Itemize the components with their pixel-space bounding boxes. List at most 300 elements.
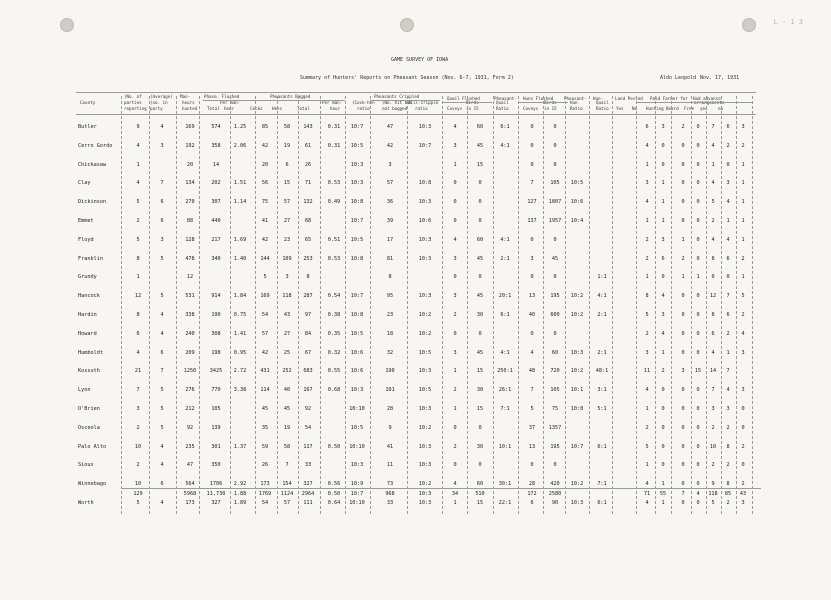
table-cell: 3 bbox=[741, 500, 745, 506]
table-cell: 54 bbox=[261, 312, 269, 318]
table-cell: 0 bbox=[681, 142, 685, 149]
table-cell: 1 bbox=[661, 218, 665, 224]
table-cell: 1957 bbox=[548, 218, 562, 224]
table-cell: 27 bbox=[283, 218, 291, 224]
column-header: (No. hit but bbox=[382, 100, 413, 105]
table-cell: 15 bbox=[694, 368, 702, 375]
total-cell: 1769 bbox=[258, 491, 272, 497]
county-name: Lyon bbox=[78, 387, 91, 394]
table-cell: 10 bbox=[709, 443, 717, 450]
total-cell: 5968 bbox=[183, 491, 197, 497]
table-cell: 4 bbox=[160, 124, 164, 130]
table-cell: 10:9 bbox=[350, 481, 364, 488]
total-cell: 11,730 bbox=[206, 491, 226, 497]
table-cell: 19 bbox=[283, 424, 291, 431]
table-cell: 10:3 bbox=[418, 406, 432, 412]
table-cell: 10:3 bbox=[350, 387, 364, 394]
table-cell: 1357 bbox=[548, 424, 562, 431]
table-cell: 4 bbox=[661, 330, 665, 337]
table-cell: 81 bbox=[386, 255, 394, 262]
table-cell: 7:1 bbox=[500, 406, 510, 412]
table-cell: 3 bbox=[388, 161, 392, 168]
total-cell: 4 bbox=[696, 491, 700, 497]
table-cell: 57 bbox=[283, 500, 291, 506]
column-header: parties bbox=[124, 100, 142, 105]
table-cell: 10:3 bbox=[350, 180, 364, 187]
table-cell: 10:2 bbox=[418, 330, 432, 337]
table-cell: 59 bbox=[261, 443, 269, 450]
table-cell: 4 bbox=[453, 481, 457, 488]
table-cell: 42 bbox=[261, 236, 269, 243]
column-divider bbox=[176, 96, 177, 514]
county-name: Clay bbox=[78, 180, 91, 187]
table-cell: 0 bbox=[696, 462, 700, 469]
table-cell: 2 bbox=[741, 481, 745, 488]
column-header: Cocks bbox=[250, 106, 263, 111]
column-header: Pheasant- bbox=[564, 96, 587, 101]
table-cell: 4:1 bbox=[597, 293, 607, 300]
table-cell: 7 bbox=[136, 387, 140, 394]
table-cell: 19 bbox=[283, 142, 291, 149]
table-cell: 0 bbox=[530, 161, 534, 168]
table-cell: 10:10 bbox=[349, 443, 365, 450]
table-cell: 235 bbox=[185, 443, 195, 450]
column-header: Coveys bbox=[447, 106, 463, 111]
table-cell: 2 bbox=[453, 387, 457, 394]
table-cell: 1.41 bbox=[233, 330, 247, 337]
table-cell: 127 bbox=[527, 199, 537, 206]
table-cell: 13 bbox=[528, 443, 536, 450]
column-header: Man- bbox=[180, 94, 191, 99]
table-cell: 10:2 bbox=[570, 312, 584, 318]
column-header: hour bbox=[224, 106, 235, 111]
table-cell: 0 bbox=[530, 274, 534, 281]
table-cell: 4 bbox=[453, 236, 457, 243]
table-cell: 0.64 bbox=[327, 500, 341, 506]
column-header: arrangements bbox=[694, 100, 725, 105]
table-cell: 0.75 bbox=[233, 312, 247, 318]
column-divider bbox=[467, 96, 468, 514]
table-cell: 28 bbox=[386, 406, 394, 412]
column-divider bbox=[706, 96, 707, 514]
total-cell: 85 bbox=[724, 491, 732, 497]
table-cell: 40 bbox=[283, 387, 291, 394]
table-cell: 0 bbox=[696, 443, 700, 450]
table-cell: 7 bbox=[160, 180, 164, 187]
table-cell: 154 bbox=[282, 481, 292, 488]
table-cell: 2 bbox=[645, 424, 649, 431]
table-cell: 6 bbox=[645, 124, 649, 130]
table-cell: 440 bbox=[211, 218, 221, 224]
table-cell: 0 bbox=[453, 199, 457, 206]
table-cell: 3 bbox=[453, 293, 457, 300]
table-cell: 2:1 bbox=[597, 312, 607, 318]
table-cell: 8 bbox=[136, 312, 140, 318]
column-header: Kill-cripple bbox=[408, 100, 439, 105]
table-cell: 109 bbox=[282, 255, 292, 262]
table-cell: 0 bbox=[696, 406, 700, 412]
county-name: Floyd bbox=[78, 236, 94, 243]
table-cell: 1.40 bbox=[233, 255, 247, 262]
table-cell: 0 bbox=[681, 312, 685, 318]
table-cell: 12 bbox=[186, 274, 194, 281]
total-cell: 1124 bbox=[280, 491, 294, 497]
table-cell: 60 bbox=[551, 349, 559, 356]
table-cell: 5 bbox=[160, 293, 164, 300]
table-cell: 105 bbox=[550, 180, 560, 187]
table-cell: 2.06 bbox=[233, 142, 247, 149]
table-cell: 3:1 bbox=[597, 387, 607, 394]
column-divider bbox=[345, 96, 346, 514]
table-cell: 134 bbox=[185, 180, 195, 187]
table-cell: 0 bbox=[478, 330, 482, 337]
table-cell: 2 bbox=[136, 462, 140, 469]
table-cell: 73 bbox=[386, 481, 394, 488]
table-cell: 6 bbox=[726, 124, 730, 130]
table-cell: 10:5 bbox=[350, 236, 364, 243]
table-cell: 4 bbox=[645, 500, 649, 506]
table-cell: 190 bbox=[211, 312, 221, 318]
column-header: no bbox=[718, 106, 724, 111]
table-cell: 0.49 bbox=[327, 199, 341, 206]
table-cell: 4 bbox=[711, 180, 715, 187]
table-cell: 4 bbox=[726, 199, 730, 206]
table-cell: 308 bbox=[211, 330, 221, 337]
table-cell: 35 bbox=[261, 424, 269, 431]
column-header: Birds bbox=[466, 100, 479, 105]
table-cell: 54 bbox=[304, 424, 312, 431]
column-divider bbox=[736, 96, 737, 514]
table-cell: 2 bbox=[741, 255, 745, 262]
table-cell: 10:8 bbox=[350, 312, 364, 318]
table-cell: 3 bbox=[453, 255, 457, 262]
column-divider bbox=[121, 96, 122, 514]
table-cell: 5 bbox=[160, 406, 164, 412]
table-cell: 0.55 bbox=[327, 368, 341, 375]
table-cell: 3 bbox=[160, 236, 164, 243]
table-cell: 0 bbox=[681, 406, 685, 412]
table-cell: 0 bbox=[681, 180, 685, 187]
table-cell: 3 bbox=[681, 368, 685, 375]
table-cell: 3 bbox=[726, 180, 730, 187]
column-header: Land Posted bbox=[615, 96, 643, 101]
county-name: Worth bbox=[78, 500, 94, 506]
table-cell: 2 bbox=[136, 218, 140, 224]
column-divider bbox=[149, 96, 150, 514]
table-cell: 61 bbox=[304, 142, 312, 149]
table-cell: 47 bbox=[386, 124, 394, 130]
table-cell: 0 bbox=[453, 330, 457, 337]
column-divider bbox=[277, 96, 278, 514]
table-cell: 8 bbox=[711, 255, 715, 262]
table-cell: 10:3 bbox=[418, 293, 432, 300]
table-cell: 0 bbox=[696, 330, 700, 337]
table-cell: 1 bbox=[696, 274, 700, 281]
table-cell: 4:1 bbox=[500, 142, 510, 149]
table-cell: 8 bbox=[136, 255, 140, 262]
table-cell: 4 bbox=[136, 180, 140, 187]
table-cell: 10:6 bbox=[570, 199, 584, 206]
table-cell: 0 bbox=[553, 161, 557, 168]
table-cell: 48:1 bbox=[595, 368, 609, 375]
column-header: Ratio bbox=[596, 106, 609, 111]
table-cell: 0 bbox=[453, 462, 457, 469]
table-cell: 30 bbox=[476, 387, 484, 394]
table-cell: 32 bbox=[386, 349, 394, 356]
table-cell: 48 bbox=[528, 368, 536, 375]
document-subtitle: Summary of Hunters' Reports on Pheasant Season (Nov. 6-7, 1931, Form 2) bbox=[300, 75, 514, 81]
table-cell: 2 bbox=[681, 255, 685, 262]
table-cell: 0 bbox=[696, 293, 700, 300]
table-cell: 350 bbox=[211, 462, 221, 469]
table-cell: 240 bbox=[185, 330, 195, 337]
table-cell: 0 bbox=[478, 218, 482, 224]
table-cell: 4 bbox=[645, 199, 649, 206]
table-cell: 28 bbox=[528, 481, 536, 488]
table-cell: 0 bbox=[530, 124, 534, 130]
table-cell: 0.56 bbox=[327, 481, 341, 488]
table-cell: 7 bbox=[530, 387, 534, 394]
table-cell: 26 bbox=[261, 462, 269, 469]
table-cell: 301 bbox=[211, 443, 221, 450]
table-cell: 60 bbox=[476, 124, 484, 130]
table-cell: 10:6 bbox=[418, 218, 432, 224]
table-cell: 574 bbox=[211, 124, 221, 130]
table-cell: 6:1 bbox=[500, 124, 510, 130]
table-cell: 4 bbox=[160, 443, 164, 450]
table-cell: 41 bbox=[386, 443, 394, 450]
table-cell: 4 bbox=[453, 124, 457, 130]
table-cell: 4 bbox=[661, 293, 665, 300]
table-cell: 42 bbox=[386, 142, 394, 149]
table-cell: 0 bbox=[553, 142, 557, 149]
table-cell: 307 bbox=[211, 199, 221, 206]
table-cell: 0 bbox=[681, 387, 685, 394]
table-cell: 37 bbox=[528, 424, 536, 431]
table-cell: 1 bbox=[726, 218, 730, 224]
table-cell: 0 bbox=[530, 236, 534, 243]
table-cell: 3 bbox=[741, 387, 745, 394]
table-cell: 65 bbox=[304, 236, 312, 243]
table-cell: 4 bbox=[160, 330, 164, 337]
table-cell: 101 bbox=[385, 387, 395, 394]
table-cell: 5 bbox=[263, 274, 267, 281]
total-cell: 1.88 bbox=[233, 491, 247, 497]
table-cell: 2 bbox=[645, 255, 649, 262]
table-cell: 10:6 bbox=[350, 349, 364, 356]
table-cell: 1 bbox=[661, 180, 665, 187]
table-cell: 6:1 bbox=[500, 312, 510, 318]
table-cell: 27 bbox=[283, 330, 291, 337]
table-cell: 1250 bbox=[183, 368, 197, 375]
table-cell: 97 bbox=[304, 312, 312, 318]
table-cell: 45 bbox=[261, 406, 269, 412]
table-cell: 3425 bbox=[209, 368, 223, 375]
header-rule bbox=[76, 92, 756, 93]
table-cell: 5 bbox=[530, 406, 534, 412]
county-name: O'Brien bbox=[78, 406, 100, 412]
table-cell: 683 bbox=[303, 368, 313, 375]
table-cell: 2 bbox=[711, 424, 715, 431]
table-cell: 531 bbox=[185, 293, 195, 300]
column-header: Phase. Flushed bbox=[204, 94, 240, 99]
column-divider bbox=[543, 96, 544, 514]
table-cell: 1 bbox=[741, 274, 745, 281]
table-cell: 1 bbox=[645, 161, 649, 168]
county-name: Hardin bbox=[78, 312, 97, 318]
table-cell: 4:1 bbox=[500, 236, 510, 243]
table-cell: 600 bbox=[550, 312, 560, 318]
table-cell: 5 bbox=[711, 199, 715, 206]
county-name: Chickasaw bbox=[78, 161, 107, 168]
table-cell: 0 bbox=[741, 462, 745, 469]
table-cell: 0 bbox=[681, 349, 685, 356]
table-cell: 10:5 bbox=[350, 142, 364, 149]
table-cell: 75 bbox=[261, 199, 269, 206]
column-divider bbox=[442, 96, 443, 514]
table-cell: 42 bbox=[261, 142, 269, 149]
table-cell: 0 bbox=[681, 293, 685, 300]
table-cell: 10:3 bbox=[570, 500, 584, 506]
table-cell: 1.25 bbox=[233, 124, 247, 130]
table-cell: 192 bbox=[185, 142, 195, 149]
table-cell: 10:2 bbox=[570, 481, 584, 488]
table-cell: 10:2 bbox=[418, 481, 432, 488]
table-cell: 67 bbox=[304, 349, 312, 356]
table-cell: 1 bbox=[661, 349, 665, 356]
table-cell: 30 bbox=[476, 443, 484, 450]
table-cell: 358 bbox=[211, 142, 221, 149]
total-cell: 71 bbox=[643, 491, 651, 497]
table-cell: 23 bbox=[283, 236, 291, 243]
table-cell: 173 bbox=[260, 481, 270, 488]
table-cell: 10:5 bbox=[570, 180, 584, 187]
table-cell: 276 bbox=[185, 387, 195, 394]
table-cell: 4 bbox=[136, 349, 140, 356]
column-header: in 15 bbox=[544, 106, 557, 111]
table-cell: 2 bbox=[711, 218, 715, 224]
table-cell: 3 bbox=[726, 406, 730, 412]
table-cell: 58 bbox=[283, 124, 291, 130]
table-cell: 12 bbox=[709, 293, 717, 300]
table-cell: 15 bbox=[476, 368, 484, 375]
county-name: Howard bbox=[78, 330, 97, 337]
punch-hole-icon bbox=[742, 18, 756, 32]
table-cell: 10:8 bbox=[350, 199, 364, 206]
table-cell: 0.53 bbox=[327, 180, 341, 187]
table-cell: 7 bbox=[726, 293, 730, 300]
table-cell: 4 bbox=[530, 349, 534, 356]
table-cell: 117 bbox=[303, 443, 313, 450]
table-cell: 71 bbox=[304, 180, 312, 187]
county-name: Cerro Gordo bbox=[78, 142, 113, 149]
table-cell: 8 bbox=[645, 293, 649, 300]
column-header: Had advance bbox=[693, 96, 721, 101]
table-cell: 56 bbox=[261, 180, 269, 187]
table-cell: 0 bbox=[478, 424, 482, 431]
table-cell: 5 bbox=[160, 387, 164, 394]
table-cell: 0 bbox=[696, 481, 700, 488]
table-cell: 118 bbox=[282, 293, 292, 300]
column-header: ratio bbox=[357, 106, 370, 111]
table-cell: 0 bbox=[681, 500, 685, 506]
table-cell: 6 bbox=[285, 161, 289, 168]
table-cell: 0 bbox=[478, 199, 482, 206]
table-cell: 0 bbox=[478, 274, 482, 281]
table-cell: 111 bbox=[303, 500, 313, 506]
table-cell: 0 bbox=[661, 443, 665, 450]
table-cell: 0 bbox=[696, 236, 700, 243]
table-cell: 5 bbox=[136, 236, 140, 243]
table-cell: 139 bbox=[211, 424, 221, 431]
table-cell: 3 bbox=[160, 142, 164, 149]
table-cell: 8 bbox=[726, 481, 730, 488]
table-cell: 10:2 bbox=[570, 368, 584, 375]
table-cell: 1.51 bbox=[233, 180, 247, 187]
table-cell: 4 bbox=[741, 330, 745, 337]
table-cell: 6:1 bbox=[597, 500, 607, 506]
table-cell: 10:3 bbox=[350, 462, 364, 469]
column-divider bbox=[655, 96, 656, 514]
table-cell: 5 bbox=[136, 199, 140, 206]
table-cell: 2:1 bbox=[500, 255, 510, 262]
table-cell: 0.50 bbox=[327, 443, 341, 450]
header-rule bbox=[370, 100, 440, 101]
table-cell: 0 bbox=[553, 274, 557, 281]
table-cell: 431 bbox=[260, 368, 270, 375]
column-header: in 15 bbox=[466, 106, 479, 111]
total-cell: 510 bbox=[475, 491, 485, 497]
table-cell: 190 bbox=[385, 368, 395, 375]
table-cell: 0 bbox=[696, 161, 700, 168]
column-header: (Average) bbox=[150, 94, 173, 99]
table-cell: 1706 bbox=[209, 481, 223, 488]
table-cell: 0 bbox=[681, 218, 685, 224]
table-cell: 0.53 bbox=[327, 255, 341, 262]
table-cell: 253 bbox=[303, 255, 313, 262]
table-cell: 0 bbox=[553, 330, 557, 337]
column-header: party bbox=[150, 106, 163, 111]
table-cell: 169 bbox=[185, 124, 195, 130]
column-header: yes bbox=[700, 106, 708, 111]
table-cell: 1 bbox=[453, 368, 457, 375]
table-cell: 10:1 bbox=[570, 387, 584, 394]
column-header: Hunting bbox=[646, 106, 664, 111]
table-cell: 0 bbox=[681, 443, 685, 450]
table-cell: 15 bbox=[476, 161, 484, 168]
table-cell: 3 bbox=[741, 124, 745, 130]
table-cell: 12 bbox=[134, 293, 142, 300]
header-rule bbox=[518, 102, 568, 103]
table-cell: 4 bbox=[160, 312, 164, 318]
table-cell: 9 bbox=[711, 481, 715, 488]
table-cell: 0 bbox=[696, 500, 700, 506]
table-cell: 0 bbox=[530, 142, 534, 149]
table-cell: 10:5 bbox=[350, 330, 364, 337]
column-header: Coveys bbox=[523, 106, 539, 111]
table-cell: 2 bbox=[645, 236, 649, 243]
table-cell: 3 bbox=[645, 180, 649, 187]
table-cell: 40 bbox=[528, 312, 536, 318]
table-cell: 132 bbox=[303, 199, 313, 206]
table-cell: 58 bbox=[283, 443, 291, 450]
column-header: Ratio bbox=[570, 106, 583, 111]
column-header: Pheasants Bagged bbox=[270, 94, 311, 99]
column-divider bbox=[671, 96, 672, 514]
table-cell: 10:3 bbox=[418, 124, 432, 130]
county-name: Winnebago bbox=[78, 481, 107, 488]
table-cell: 17 bbox=[386, 236, 394, 243]
